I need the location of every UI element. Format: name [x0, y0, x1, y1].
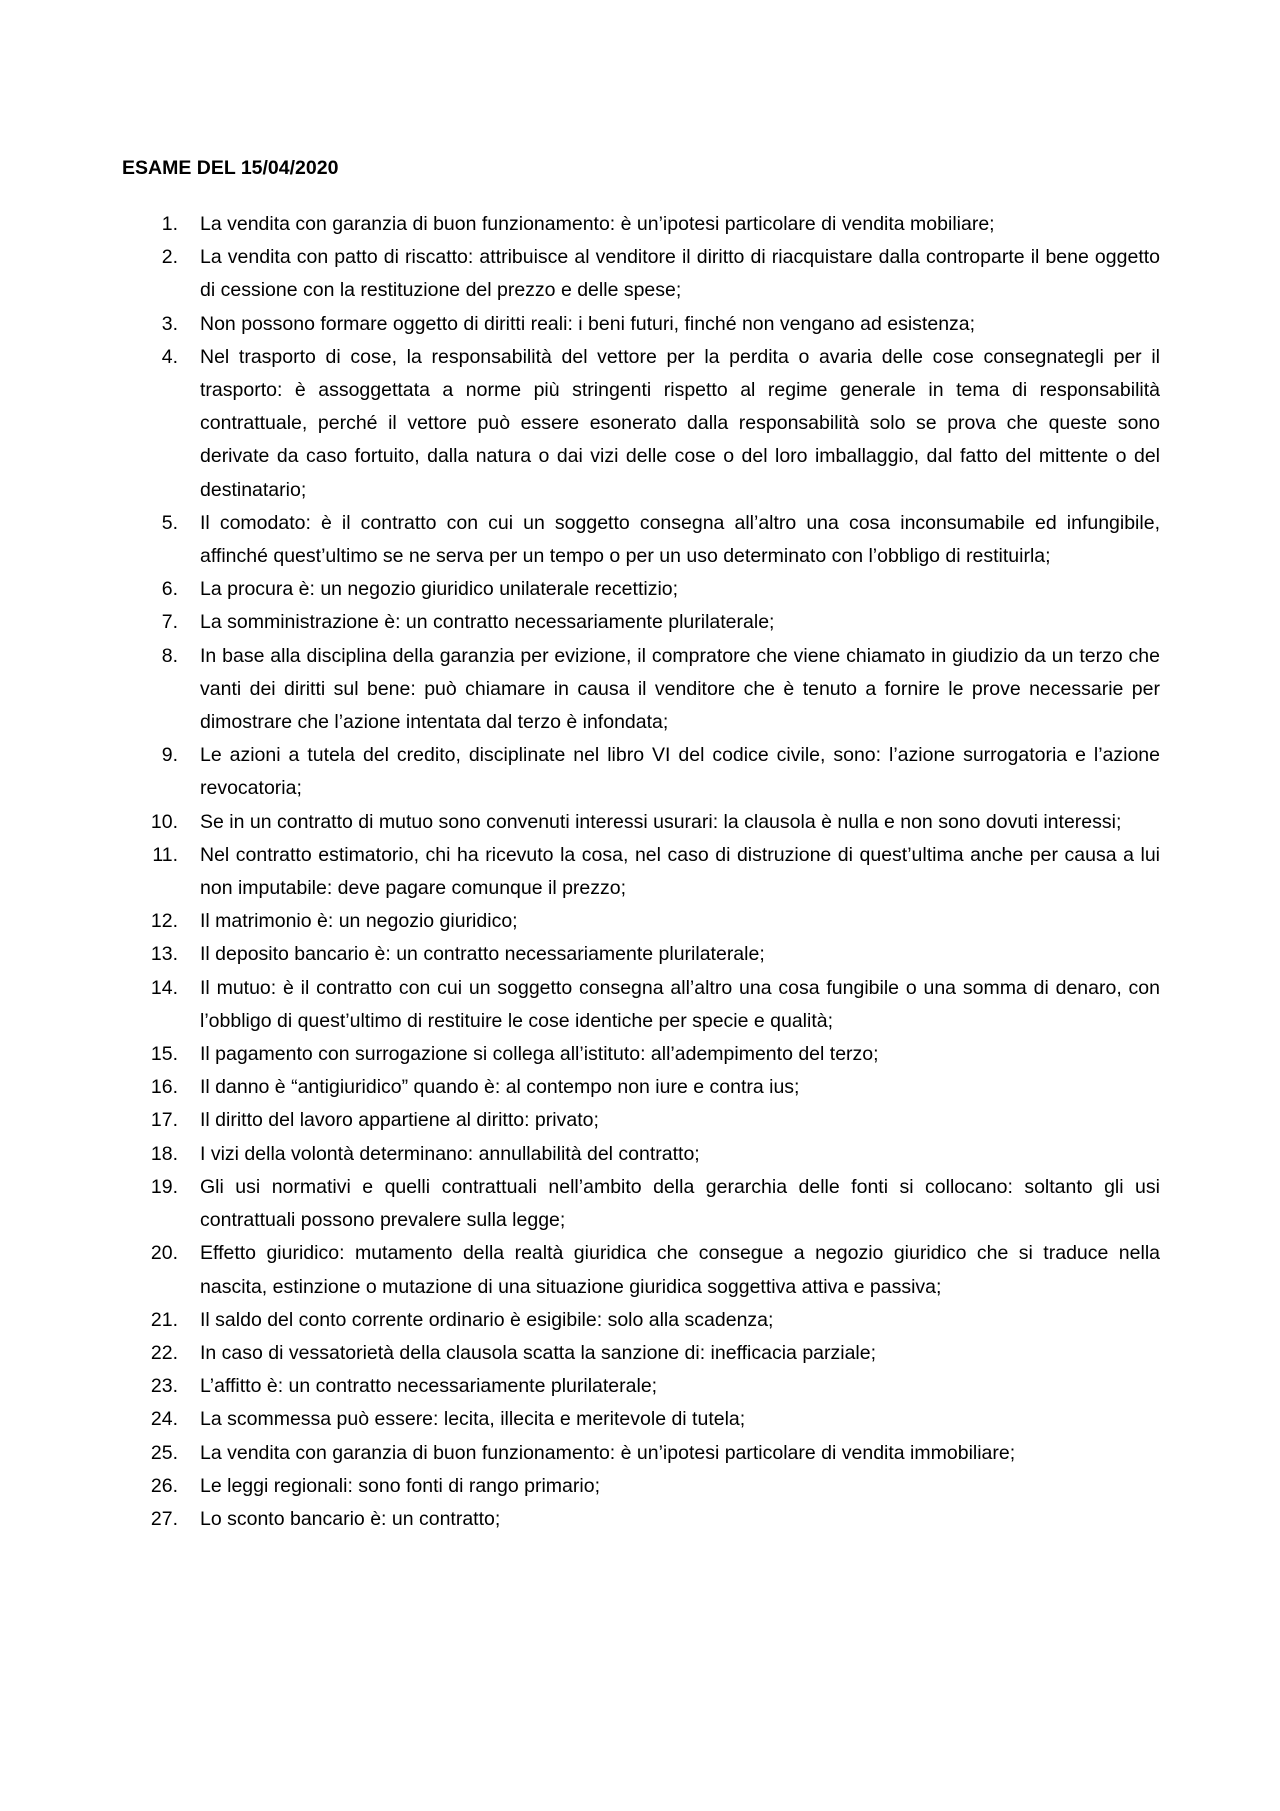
- item-number: 3.: [161, 312, 178, 335]
- item-text: In base alla disciplina della garanzia per evizione, il compratore che viene chiamato in giudizio da un terzo che vanti dei diritti sul bene: può chiamare in causa il venditore che è tenuto a fornire le prove necessarie per dimostrare che l’azione intentata dal terzo è infondata;: [200, 644, 1160, 734]
- item-text: La somministrazione è: un contratto necessariamente plurilaterale;: [200, 611, 775, 634]
- item-text: Il mutuo: è il contratto con cui un soggetto consegna all’altro una cosa fungibile o una somma di denaro, con l’obbligo di quest’ultimo di restituire le cose identiche per specie e qualità;: [200, 976, 1160, 1032]
- list-item: [148, 573, 1160, 606]
- list-item: [148, 1038, 1160, 1071]
- item-number: 8.: [161, 644, 178, 667]
- item-text: La vendita con garanzia di buon funzionamento: è un’ipotesi particolare di vendita immobiliare;: [200, 1441, 1016, 1464]
- item-number: 20.: [150, 1242, 178, 1265]
- item-text: Il pagamento con surrogazione si collega all’istituto: all’adempimento del terzo;: [200, 1043, 879, 1066]
- list-item: [148, 241, 1160, 307]
- item-text: Non possono formare oggetto di diritti reali: i beni futuri, finché non vengano ad esistenza;: [200, 312, 976, 335]
- item-number: 5.: [161, 511, 178, 534]
- list-item: [148, 507, 1160, 573]
- item-text: In caso di vessatorietà della clausola scatta la sanzione di: inefficacia parziale;: [200, 1341, 877, 1364]
- list-item: [148, 1071, 1160, 1104]
- item-text: Il comodato: è il contratto con cui un soggetto consegna all’altro una cosa inconsumabile ed infungibile, affinché quest’ultimo se ne serva per un tempo o per un uso determinato con l’obbligo di restituirla;: [200, 511, 1160, 568]
- item-number: 14.: [150, 976, 178, 999]
- list-item: [148, 1470, 1160, 1503]
- item-number: 1.: [161, 213, 178, 235]
- item-number: 24.: [150, 1408, 178, 1431]
- item-text: Nel contratto estimatorio, chi ha ricevuto la cosa, nel caso di distruzione di quest’ultima anche per causa a lui non imputabile: deve pagare comunque il prezzo;: [200, 843, 1160, 900]
- item-number: 15.: [150, 1043, 178, 1066]
- list-item: [148, 1403, 1160, 1436]
- list-item: [148, 806, 1160, 839]
- item-number: 17.: [150, 1109, 178, 1132]
- list-item: [148, 308, 1160, 341]
- list-item: [148, 739, 1160, 805]
- page-title: ESAME DEL 15/04/2020: [122, 157, 339, 179]
- list-item: [148, 606, 1160, 639]
- list-item: [148, 839, 1160, 905]
- item-number: 13.: [150, 943, 178, 966]
- item-number: 4.: [161, 345, 178, 368]
- item-number: 10.: [150, 810, 178, 833]
- item-text: La vendita con patto di riscatto: attribuisce al venditore il diritto di riacquistare dalla controparte il bene oggetto di cessione con la restituzione del prezzo e delle spese;: [200, 246, 1160, 302]
- item-text: Effetto giuridico: mutamento della realtà giuridica che consegue a negozio giuridico che si traduce nella nascita, estinzione o mutazione di una situazione giuridica soggettiva attiva e passiva;: [200, 1242, 1160, 1298]
- item-text: Il danno è “antigiuridico” quando è: al contempo non iure e contra ius;: [200, 1076, 800, 1099]
- question-list: [148, 208, 1160, 1536]
- item-number: 23.: [150, 1375, 178, 1398]
- item-text: I vizi della volontà determinano: annullabilità del contratto;: [200, 1142, 700, 1165]
- list-item: [148, 640, 1160, 740]
- item-number: 25.: [150, 1441, 178, 1464]
- item-number: 26.: [150, 1474, 178, 1497]
- item-text: Il deposito bancario è: un contratto necessariamente plurilaterale;: [200, 943, 765, 966]
- item-text: Le azioni a tutela del credito, disciplinate nel libro VI del codice civile, sono: l’azione surrogatoria e l’azione revocatoria;: [200, 744, 1160, 800]
- list-item: [148, 208, 1160, 241]
- item-text: Il diritto del lavoro appartiene al diritto: privato;: [200, 1109, 599, 1132]
- item-text: Nel trasporto di cose, la responsabilità del vettore per la perdita o avaria delle cose consegnategli per il trasporto: è assoggettata a norme più stringenti rispetto al regime generale in tema di responsabilità contrattuale, perché il vettore può essere esonerato dalla responsabilità solo se prova che queste sono derivate da caso fortuito, dalla natura o dai vizi delle cose o del loro imballaggio, dal fatto del mittente o del destinatario;: [200, 345, 1160, 501]
- list-item: [148, 1437, 1160, 1470]
- list-item: [148, 1370, 1160, 1403]
- item-number: 16.: [150, 1076, 178, 1099]
- list-item: [148, 1138, 1160, 1171]
- list-item: [148, 1304, 1160, 1337]
- item-text: Lo sconto bancario è: un contratto;: [200, 1507, 501, 1530]
- item-number: 21.: [150, 1308, 178, 1331]
- item-text: Le leggi regionali: sono fonti di rango primario;: [200, 1474, 600, 1497]
- item-number: 22.: [150, 1341, 178, 1364]
- list-item: [148, 1104, 1160, 1137]
- item-number: 27.: [150, 1507, 178, 1530]
- item-text: Il saldo del conto corrente ordinario è esigibile: solo alla scadenza;: [200, 1308, 774, 1331]
- list-item: [148, 1171, 1160, 1237]
- item-text: La vendita con garanzia di buon funzionamento: è un’ipotesi particolare di vendita mobiliare;: [200, 213, 995, 235]
- item-text: Il matrimonio è: un negozio giuridico;: [200, 910, 518, 933]
- list-item: [148, 938, 1160, 971]
- list-item: [148, 1503, 1160, 1536]
- list-item: [148, 1337, 1160, 1370]
- item-number: 6.: [161, 578, 178, 601]
- item-text: La procura è: un negozio giuridico unilaterale recettizio;: [200, 578, 679, 601]
- item-text: L’affitto è: un contratto necessariamente plurilaterale;: [200, 1375, 658, 1398]
- list-item: [148, 341, 1160, 507]
- item-number: 7.: [161, 611, 178, 634]
- item-text: La scommessa può essere: lecita, illecita e meritevole di tutela;: [200, 1408, 746, 1431]
- item-number: 11.: [152, 843, 178, 866]
- list-item: [148, 905, 1160, 938]
- item-number: 2.: [161, 246, 178, 269]
- list-item: [148, 1237, 1160, 1303]
- item-number: 9.: [161, 744, 178, 767]
- list-item: [148, 972, 1160, 1038]
- item-text: Se in un contratto di mutuo sono convenuti interessi usurari: la clausola è nulla e non sono dovuti interessi;: [200, 810, 1122, 833]
- item-number: 19.: [150, 1175, 178, 1198]
- item-number: 12.: [150, 910, 178, 933]
- item-text: Gli usi normativi e quelli contrattuali nell’ambito della gerarchia delle fonti si collocano: soltanto gli usi contrattuali possono prevalere sulla legge;: [200, 1175, 1160, 1232]
- item-number: 18.: [150, 1142, 178, 1165]
